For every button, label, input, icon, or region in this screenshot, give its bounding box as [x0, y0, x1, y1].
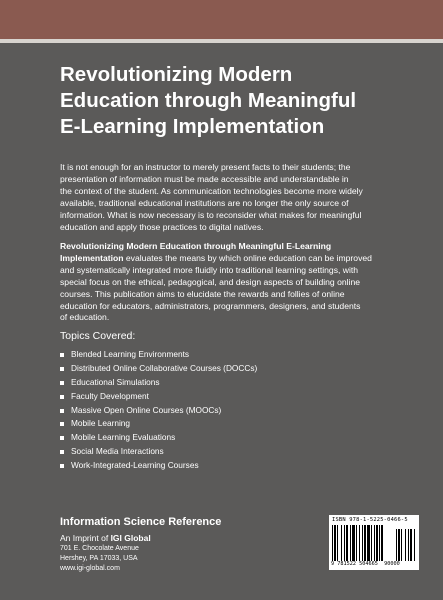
description-bold-title: Revolutionizing Modern Education through Meaningful E-Learning — [60, 241, 332, 251]
topic-item — [60, 404, 257, 418]
topic-label: Massive Open Online Courses (MOOCs) — [71, 404, 222, 415]
intro-line: It is not enough for an instructor to merely present facts to their students; the — [60, 162, 351, 172]
description-line: special focus on the ethical, pedagogical, and design aspects of building online — [60, 276, 361, 287]
intro-line: available, traditional educational institutions are no longer the only source of — [60, 197, 349, 208]
book-title — [60, 62, 400, 140]
barcode-number: 9 781522 504665 — [331, 561, 378, 567]
description-line: of education. — [60, 312, 110, 323]
barcode-digits — [331, 561, 417, 567]
bullet-icon — [60, 436, 64, 440]
description-line: courses. This publication aims to elucidate the rewards and follies of online — [60, 288, 345, 299]
book-title-line: E-Learning Implementation — [60, 115, 325, 138]
topic-item — [60, 376, 257, 390]
intro-line: the context of the student. As communication technologies become more widely — [60, 185, 363, 196]
bullet-icon — [60, 422, 64, 426]
topic-label: Work-Integrated-Learning Courses — [71, 460, 199, 471]
intro-line: presentation of information must be made accessible and understandable in — [60, 173, 349, 184]
imprint-name: IGI Global — [110, 533, 151, 543]
isbn-number: ISBN 978-1-5225-0466-5 — [332, 517, 408, 523]
publisher-website: www.igi-global.com — [60, 565, 120, 572]
topic-item — [60, 362, 257, 376]
bullet-icon — [60, 395, 64, 399]
barcode-price-code: 90000 — [384, 561, 400, 567]
imprint-prefix: An Imprint of — [60, 533, 111, 543]
bullet-icon — [60, 367, 64, 371]
topic-item — [60, 445, 257, 459]
isbn-barcode — [329, 515, 419, 570]
topic-item — [60, 390, 257, 404]
description-line — [60, 241, 392, 253]
topic-label: Mobile Learning Evaluations — [71, 432, 176, 443]
barcode-bars — [332, 525, 416, 561]
publisher-imprint — [60, 533, 151, 543]
description-line: education for educators, administrators, programmers, designers, and students — [60, 300, 361, 311]
bullet-icon — [60, 464, 64, 468]
topics-heading: Topics Covered: — [60, 330, 136, 342]
intro-paragraph — [60, 162, 392, 233]
topic-label: Faculty Development — [71, 390, 149, 401]
isbn-text — [332, 517, 418, 523]
topic-item — [60, 459, 257, 473]
topic-label: Distributed Online Collaborative Courses (DOCCs) — [71, 362, 258, 373]
book-title-line: Education through Meaningful — [60, 89, 357, 112]
publisher-address-line: 701 E. Chocolate Avenue — [60, 545, 139, 552]
bullet-icon — [60, 381, 64, 385]
bullet-icon — [60, 409, 64, 413]
description-text: evaluates the means by which online education can be improved — [123, 252, 372, 263]
topic-item — [60, 431, 257, 445]
publisher-name: Information Science Reference — [60, 516, 222, 528]
description-paragraph — [60, 241, 392, 324]
publisher-address-line: Hershey, PA 17033, USA — [60, 555, 138, 562]
topic-label: Educational Simulations — [71, 376, 160, 387]
topic-item — [60, 348, 257, 362]
bullet-icon — [60, 353, 64, 357]
topic-item — [60, 417, 257, 431]
description-line — [60, 253, 392, 265]
book-title-line: Revolutionizing Modern — [60, 63, 293, 86]
description-bold-title-end: Implementation — [60, 252, 124, 263]
topic-label: Social Media Interactions — [71, 446, 164, 457]
intro-line: education and apply those practices to digital natives. — [60, 221, 264, 232]
top-color-band — [0, 0, 443, 39]
description-line: and systematically integrated more fluidly into traditional learning settings, with — [60, 264, 359, 275]
intro-line: information. What is now necessary is to reconsider what makes for meaningful — [60, 209, 362, 220]
topic-label: Mobile Learning — [71, 418, 131, 429]
topic-label: Blended Learning Environments — [71, 349, 190, 359]
bullet-icon — [60, 450, 64, 454]
topics-list — [60, 348, 257, 473]
